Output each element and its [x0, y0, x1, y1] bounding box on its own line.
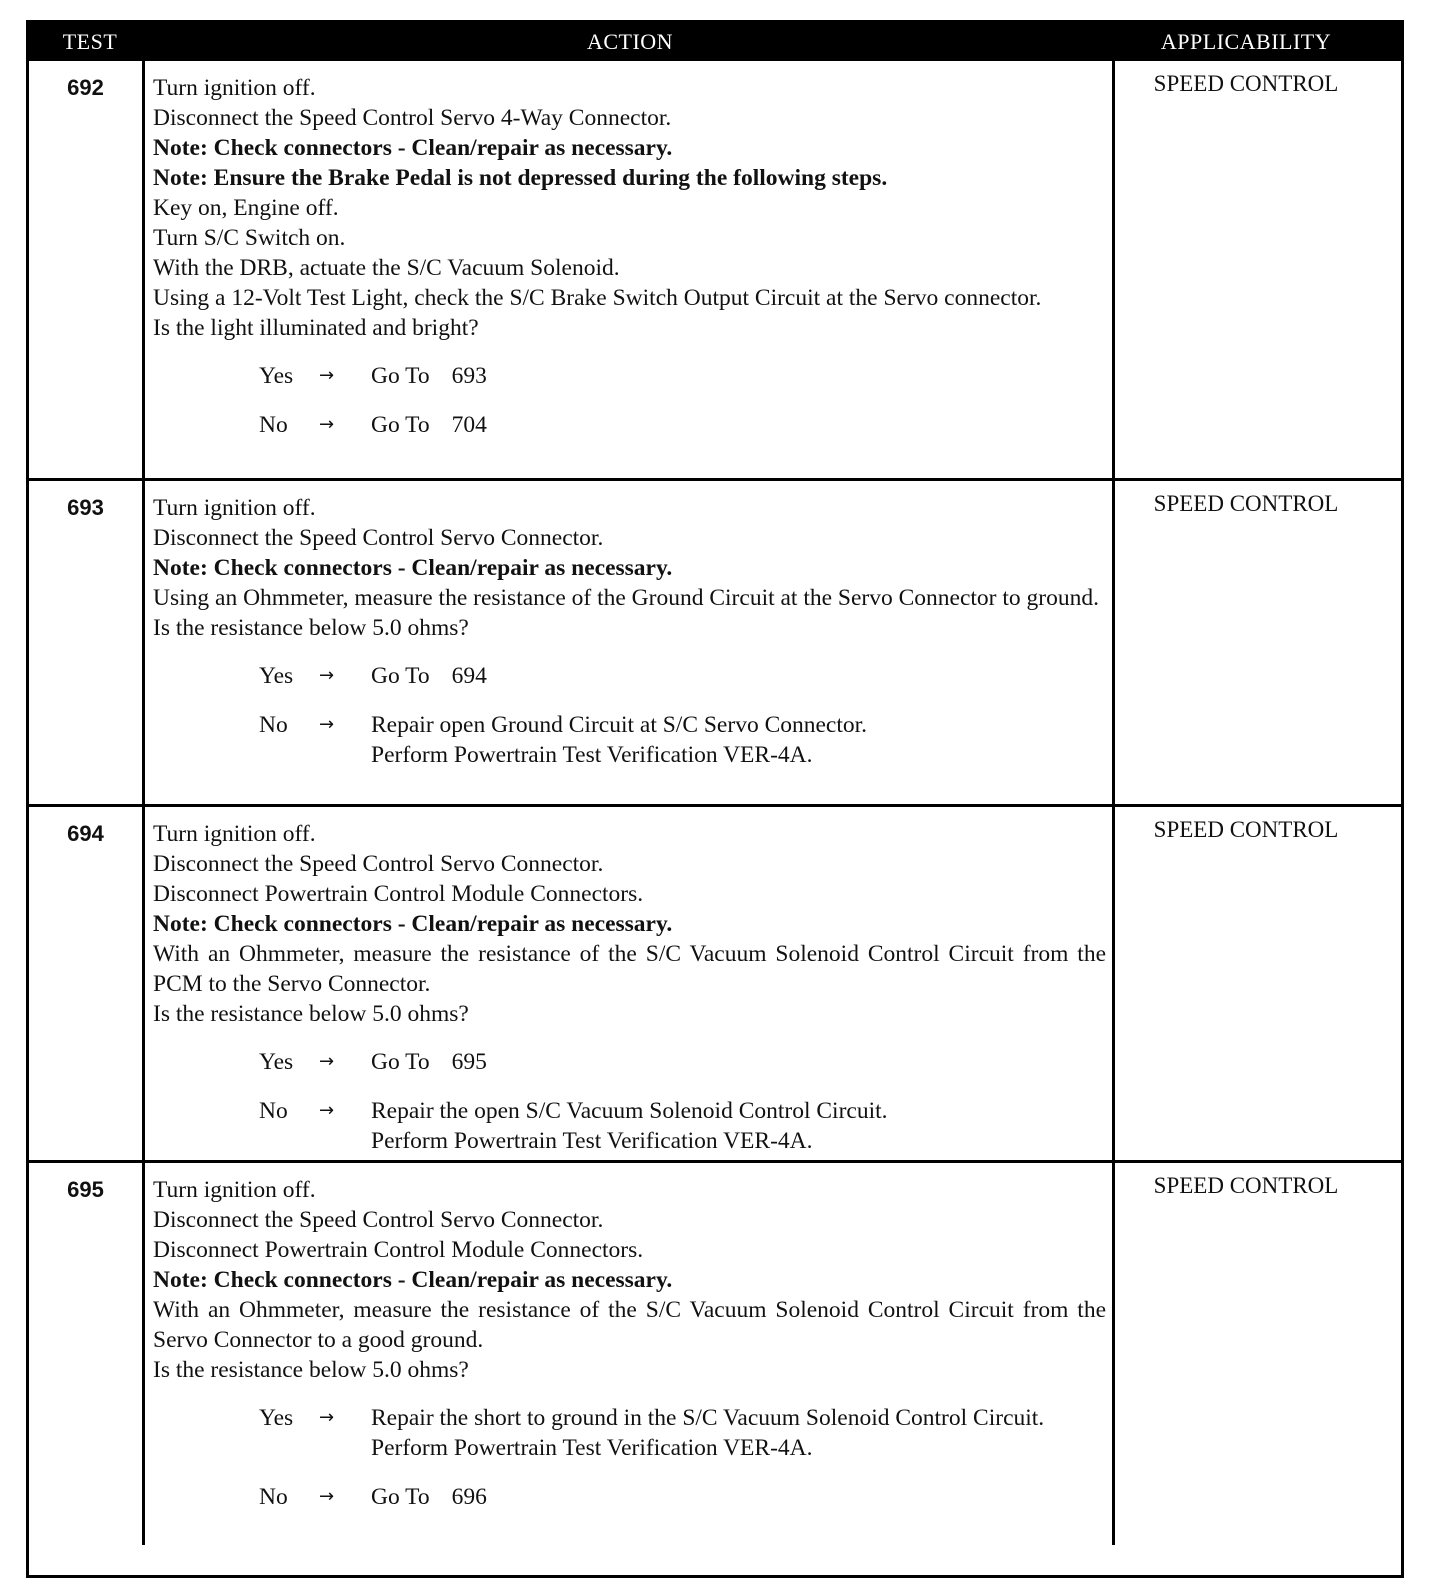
table-header	[29, 23, 1401, 61]
header-test: TEST	[62, 29, 118, 54]
arrow-right-icon: →	[319, 1100, 335, 1121]
outcome-text: Perform Powertrain Test Verification VER-4A.	[371, 742, 813, 768]
goto-label: Go To	[371, 663, 430, 689]
table-row	[29, 804, 1401, 1160]
table-row	[29, 478, 1401, 804]
outcome-text: Perform Powertrain Test Verification VER-4A.	[371, 1435, 813, 1461]
outcome-yes	[153, 661, 1106, 691]
outcome-label: Yes	[259, 363, 294, 389]
outcome-result	[371, 361, 1106, 391]
goto-target: 695	[451, 1049, 487, 1075]
outcome-no	[153, 410, 1106, 440]
outcome-yes	[153, 361, 1106, 391]
outcome-text: Repair open Ground Circuit at S/C Servo Connector.	[371, 712, 868, 738]
action-step: Using an Ohmmeter, measure the resistance of the Ground Circuit at the Servo Connector to ground.	[153, 585, 1099, 611]
outcomes	[153, 661, 1106, 770]
goto-target: 693	[451, 363, 487, 389]
outcome-result	[371, 1482, 1106, 1512]
action-note: Note: Check connectors - Clean/repair as necessary.	[153, 911, 673, 937]
arrow-right-icon: →	[319, 365, 335, 386]
outcome-label: No	[259, 412, 288, 438]
action-step: Disconnect Powertrain Control Module Connectors.	[153, 1237, 644, 1263]
goto-label: Go To	[371, 363, 430, 389]
action-step: Disconnect the Speed Control Servo 4-Way Connector.	[153, 105, 672, 131]
arrow-right-icon: →	[319, 1051, 335, 1072]
test-number: 692	[29, 61, 145, 478]
action-note: Note: Ensure the Brake Pedal is not depressed during the following steps.	[153, 165, 888, 191]
goto-label: Go To	[371, 1049, 430, 1075]
action-step: Is the resistance below 5.0 ohms?	[153, 1001, 469, 1027]
outcome-text: Perform Powertrain Test Verification VER-4A.	[371, 1128, 813, 1154]
action-cell	[145, 61, 1115, 478]
outcome-no	[153, 1096, 1106, 1156]
outcome-result	[371, 1096, 1106, 1156]
header-action: ACTION	[586, 29, 674, 54]
action-step: Is the resistance below 5.0 ohms?	[153, 615, 469, 641]
action-cell	[145, 807, 1115, 1160]
table-row	[29, 61, 1401, 478]
action-step: With an Ohmmeter, measure the resistance of the S/C Vacuum Solenoid Control Circuit from the PCM to the Servo Connector.	[153, 941, 1106, 997]
applicability-cell: SPEED CONTROL	[1153, 71, 1339, 96]
test-number: 694	[29, 807, 145, 1160]
action-step: Is the light illuminated and bright?	[153, 315, 479, 341]
diagnostic-table	[26, 20, 1404, 1578]
goto-label: Go To	[371, 412, 430, 438]
action-step: With an Ohmmeter, measure the resistance of the S/C Vacuum Solenoid Control Circuit from the Servo Connector to a good ground.	[153, 1297, 1106, 1353]
applicability-cell: SPEED CONTROL	[1153, 1173, 1339, 1198]
header-applicability: APPLICABILITY	[1160, 29, 1332, 54]
outcome-text: Repair the open S/C Vacuum Solenoid Control Circuit.	[371, 1098, 888, 1124]
outcome-result	[371, 1403, 1106, 1463]
action-step: Disconnect the Speed Control Servo Connector.	[153, 851, 604, 877]
action-step: Turn S/C Switch on.	[153, 225, 346, 251]
action-note: Note: Check connectors - Clean/repair as necessary.	[153, 555, 673, 581]
goto-target: 704	[451, 412, 487, 438]
outcome-yes	[153, 1403, 1106, 1463]
goto-target: 694	[451, 663, 487, 689]
action-cell	[145, 481, 1115, 804]
outcome-label: No	[259, 1484, 288, 1510]
goto-target: 696	[451, 1484, 487, 1510]
action-note: Note: Check connectors - Clean/repair as necessary.	[153, 135, 673, 161]
outcomes	[153, 1403, 1106, 1512]
outcome-no	[153, 710, 1106, 770]
table-body	[29, 61, 1401, 1545]
action-step: Key on, Engine off.	[153, 195, 339, 221]
outcome-label: No	[259, 712, 288, 738]
arrow-right-icon: →	[319, 665, 335, 686]
outcome-label: No	[259, 1098, 288, 1124]
action-step: Disconnect the Speed Control Servo Connector.	[153, 525, 604, 551]
action-step: Using a 12-Volt Test Light, check the S/C Brake Switch Output Circuit at the Servo connector.	[153, 285, 1042, 311]
outcomes	[153, 1047, 1106, 1156]
outcome-result	[371, 1047, 1106, 1077]
applicability-cell: SPEED CONTROL	[1153, 491, 1339, 516]
outcome-result	[371, 661, 1106, 691]
action-cell	[145, 1163, 1115, 1545]
action-step: Turn ignition off.	[153, 1177, 316, 1203]
outcome-result	[371, 410, 1106, 440]
outcome-label: Yes	[259, 663, 294, 689]
action-step: With the DRB, actuate the S/C Vacuum Solenoid.	[153, 255, 620, 281]
applicability-cell: SPEED CONTROL	[1153, 817, 1339, 842]
arrow-right-icon: →	[319, 1407, 335, 1428]
goto-label: Go To	[371, 1484, 430, 1510]
outcome-text: Repair the short to ground in the S/C Vacuum Solenoid Control Circuit.	[371, 1405, 1045, 1431]
outcome-label: Yes	[259, 1405, 294, 1431]
outcome-label: Yes	[259, 1049, 294, 1075]
action-note: Note: Check connectors - Clean/repair as necessary.	[153, 1267, 673, 1293]
arrow-right-icon: →	[319, 414, 335, 435]
outcome-result	[371, 710, 1106, 770]
action-step: Turn ignition off.	[153, 495, 316, 521]
outcomes	[153, 361, 1106, 440]
table-row	[29, 1160, 1401, 1545]
action-step: Turn ignition off.	[153, 75, 316, 101]
outcome-yes	[153, 1047, 1106, 1077]
arrow-right-icon: →	[319, 1486, 335, 1507]
action-step: Disconnect the Speed Control Servo Connector.	[153, 1207, 604, 1233]
outcome-no	[153, 1482, 1106, 1512]
action-step: Disconnect Powertrain Control Module Connectors.	[153, 881, 644, 907]
arrow-right-icon: →	[319, 714, 335, 735]
test-number: 693	[29, 481, 145, 804]
action-step: Is the resistance below 5.0 ohms?	[153, 1357, 469, 1383]
action-step: Turn ignition off.	[153, 821, 316, 847]
test-number: 695	[29, 1163, 145, 1545]
